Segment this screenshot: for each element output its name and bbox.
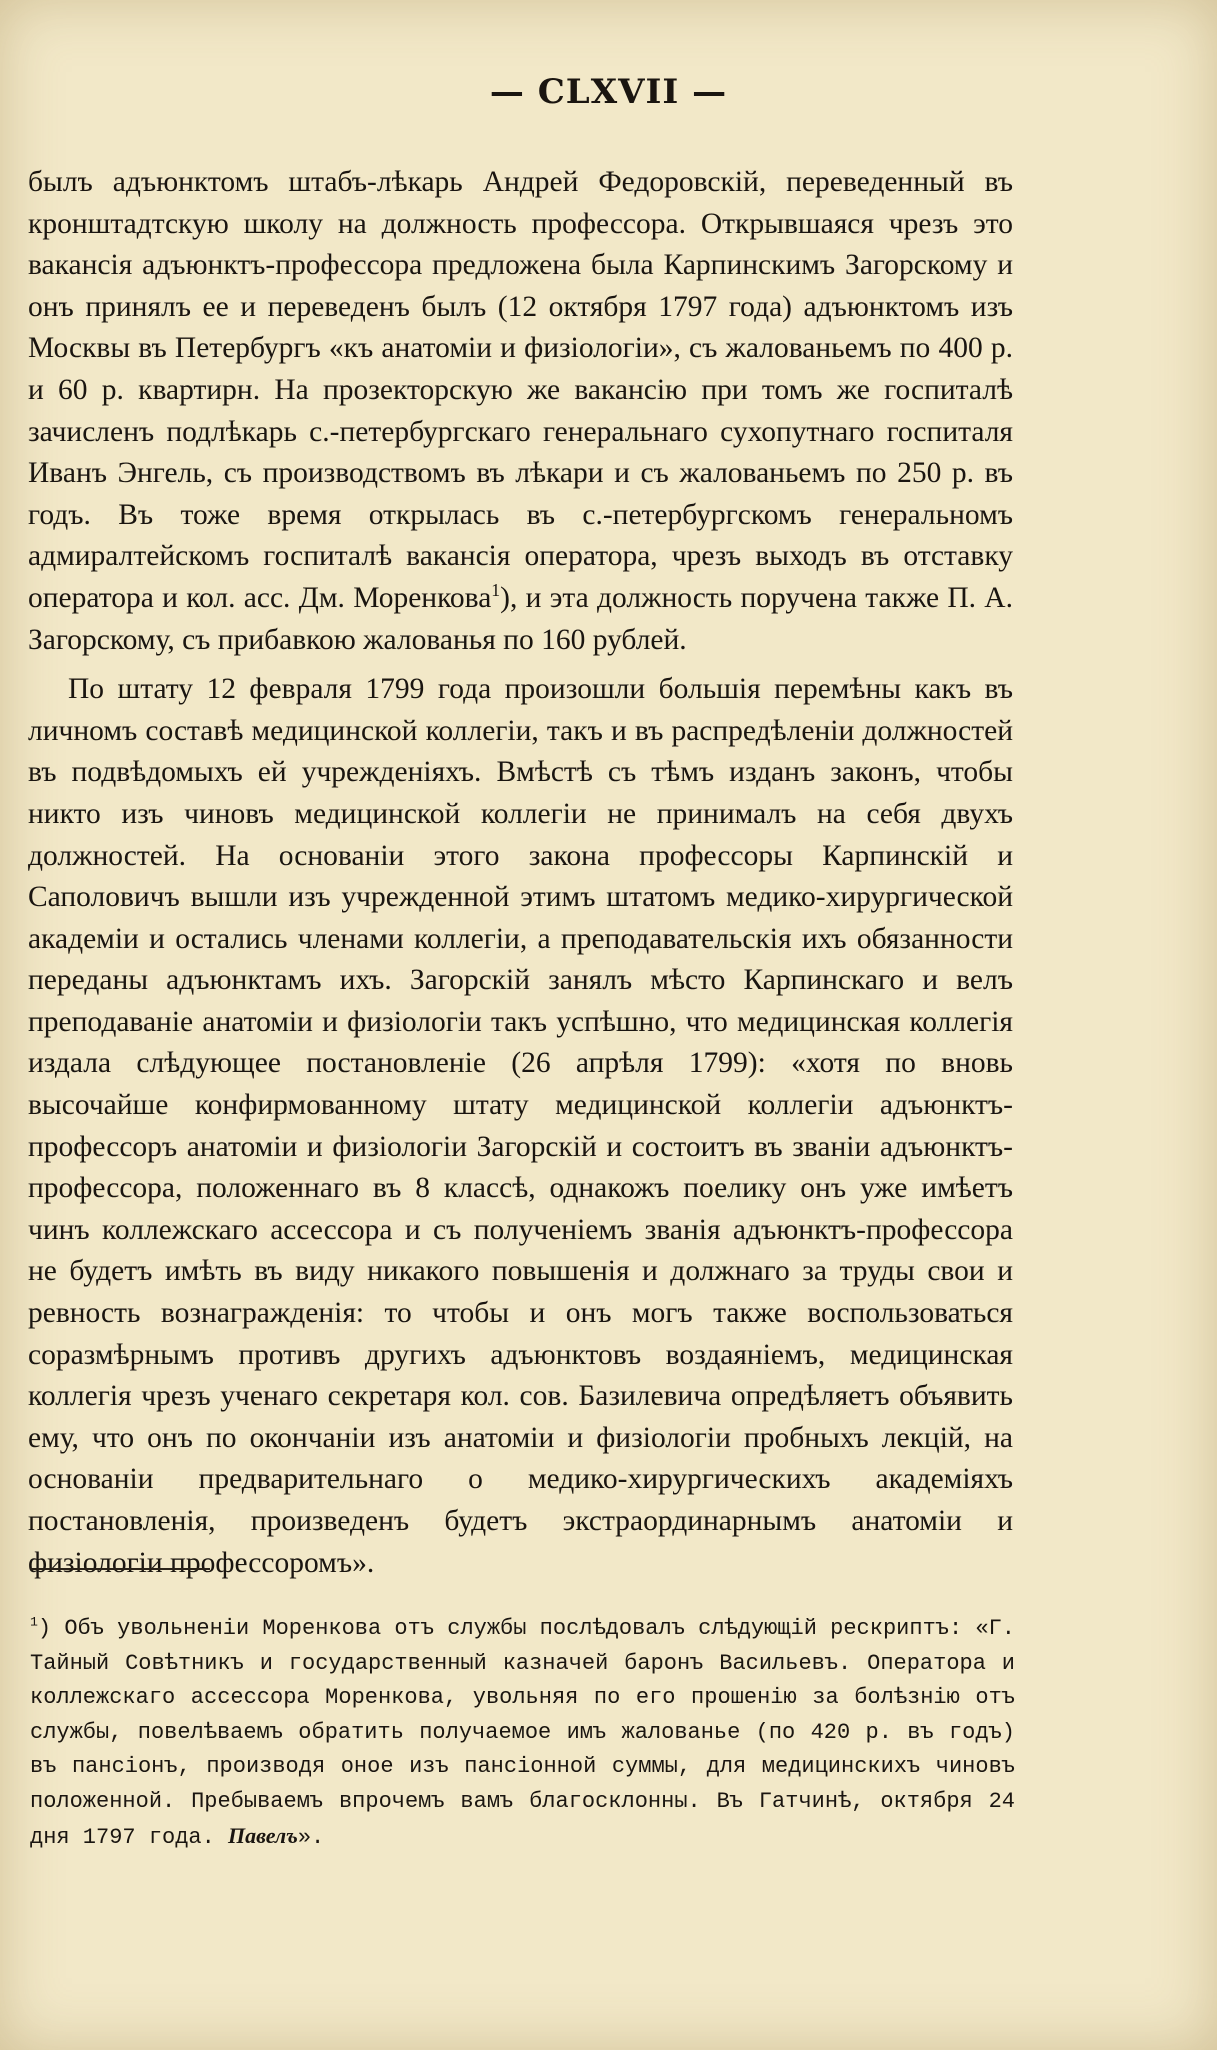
paragraph-1-end: ), и эта должность поручена также П. А. Загорскому, съ прибавкою жалованья по 160 рублей. (28, 581, 1013, 656)
footnote-divider (30, 1568, 210, 1570)
page-number-header: — CLXVII — (489, 72, 728, 112)
footnote-ref[interactable]: 1 (491, 580, 501, 601)
footnote-signature: Павелъ (228, 1823, 298, 1848)
paragraph-2: По штату 12 февраля 1799 года произошли большія перемѣны какъ въ личномъ составѣ медицинской коллегіи, такъ и въ распредѣленіи должностей въ подвѣдомыхъ ей учрежденіяхъ. Вмѣстѣ съ тѣмъ изданъ законъ, чтобы никто изъ чиновъ медицинской коллегіи не принималъ на себя двухъ должностей. На основаніи этого закона профессоры Карпинскій и Саполовичъ вышли изъ учрежденной этимъ штатомъ медико-хирургической академіи и остались членами коллегіи, а преподавательскія ихъ обязанности переданы адъюнктамъ ихъ. Загорскій занялъ мѣсто Карпинскаго и велъ преподаваніе анатоміи и физіологіи такъ успѣшно, что медицинская коллегія издала слѣдующее постановленіе (26 апрѣля 1799): «хотя по вновь высочайше конфирмованному штату медицинской коллегіи адъюнктъ-профессоръ анатоміи и физіологіи Загорскій и состоитъ въ званіи адъюнктъ-профессора, положеннаго въ 8 классѣ, однакожъ поелику онъ уже имѣетъ чинъ коллежскаго ассессора и съ полученіемъ званія адъюнктъ-профессора не будетъ имѣть въ виду никакого повышенія и должнаго за труды свои и ревность вознагражденія: то чтобы и онъ могъ также воспользоваться соразмѣрнымъ противъ другихъ адъюнктовъ воздаяніемъ, медицинская коллегія чрезъ ученаго секретаря кол. сов. Базилевича опредѣляетъ объявить ему, что онъ по окончаніи изъ анатоміи и физіологіи пробныхъ лекцій, на основаніи предварительнаго о медико-хирургическихъ академіяхъ постановленія, произведенъ будетъ экстраординарнымъ анатоміи и физіологіи профессоромъ». (28, 673, 1013, 1579)
footnote-close: ». (297, 1825, 325, 1850)
footnote (30, 1612, 1015, 1856)
paragraph-1 (28, 162, 1013, 661)
footnote-text: ) Объ увольненіи Моренкова отъ службы послѣдовалъ слѣдующій рескриптъ: «Г. Тайный Совѣтникъ и государственный казначей баронъ Васильевъ. Оператора и коллежскаго ассессора Моренкова, увольняя по его прошенію за болѣзнію отъ службы, повелѣваемъ обратить получаемое имъ жалованье (по 420 р. въ годъ) въ пансіонъ, производя оное изъ пансіонной суммы, для медицинскихъ чиновъ положенной. Пребываемъ впрочемъ вамъ благосклонны. Въ Гатчинѣ, октября 24 дня 1797 года. (30, 1616, 1015, 1850)
main-text (28, 162, 1013, 1584)
paragraph-1-text: былъ адъюнктомъ штабъ-лѣкарь Андрей Федоровскій, переведенный въ кронштадтскую школу на должность профессора. Открывшаяся чрезъ это вакансія адъюнктъ-профессора предложена была Карпинскимъ Загорскому и онъ принялъ ее и переведенъ былъ (12 октября 1797 года) адъюнктомъ изъ Москвы въ Петербургъ «къ анатоміи и физіологіи», съ жалованьемъ по 400 р. и 60 р. квартирн. На прозекторскую же вакансію при томъ же госпиталѣ зачисленъ подлѣкарь с.-петербургскаго генеральнаго сухопутнаго госпиталя Иванъ Энгель, съ производствомъ въ лѣкари и съ жалованьемъ по 250 р. въ годъ. Въ тоже время открылась въ с.-петербургскомъ генеральномъ адмиралтейскомъ госпиталѣ вакансія оператора, чрезъ выходъ въ отставку оператора и кол. асс. Дм. Моренкова (28, 166, 1013, 614)
footnote-number: 1 (30, 1614, 38, 1630)
